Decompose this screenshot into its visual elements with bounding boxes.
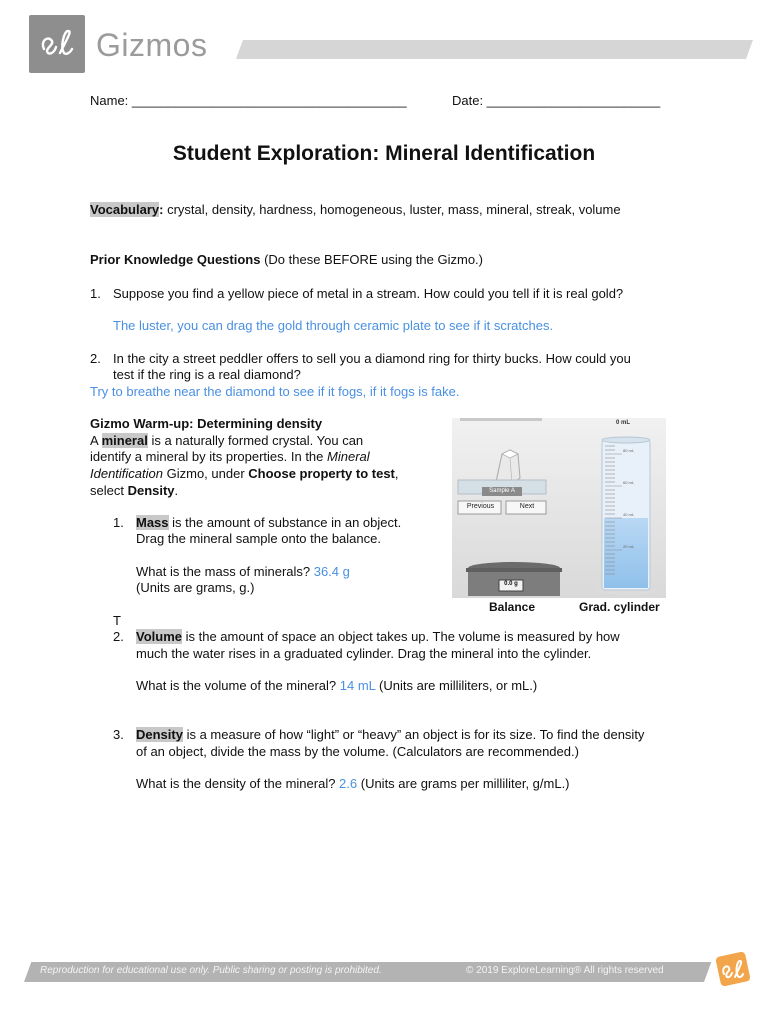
gizmo-simulation-image xyxy=(452,418,666,598)
cylinder-mark-20: 20 mL xyxy=(623,544,635,549)
name-field: Name: ______________________________________ xyxy=(90,93,407,108)
cylinder-mark-60: 60 mL xyxy=(623,480,635,485)
question-2-answer: Try to breathe near the diamond to see if it fogs, if it fogs is fake. xyxy=(90,384,460,399)
footer-copyright: © 2019 ExploreLearning® All rights reserved xyxy=(466,965,664,976)
mass-term: Mass xyxy=(136,515,169,530)
previous-button: Previous xyxy=(466,503,495,510)
footer-logo xyxy=(712,948,754,993)
header-bar xyxy=(236,40,753,59)
density-term: Density xyxy=(136,727,183,742)
mass-question xyxy=(136,564,350,579)
question-1-text: Suppose you find a yellow piece of metal in a stream. How could you tell if it is real gold? xyxy=(113,286,624,301)
mass-definition: is the amount of substance in an object. xyxy=(168,515,402,530)
warmup-gizmo-name-b: Identification xyxy=(90,466,163,481)
volume-answer: 14 mL xyxy=(339,678,376,693)
warmup-line-4 xyxy=(90,483,178,498)
sample-label: Sample A xyxy=(489,488,515,494)
el-orange-logo-icon xyxy=(712,948,754,990)
date-field: Date: ________________________ xyxy=(452,93,661,108)
warmup-period: . xyxy=(174,483,179,498)
footer-left-text: Reproduction for educational use only. Public sharing or posting is prohibited. xyxy=(40,965,382,976)
next-button: Next xyxy=(519,503,535,510)
warmup-comma: , xyxy=(394,466,399,481)
warmup-density-word: Density xyxy=(127,483,175,498)
question-1-answer: The luster, you can drag the gold through ceramic plate to see if it scratches. xyxy=(113,318,554,333)
vocabulary-label: Vocabulary xyxy=(90,202,160,217)
prior-heading: Prior Knowledge Questions xyxy=(90,252,261,267)
density-number: 3. xyxy=(113,727,124,742)
density-question xyxy=(136,776,570,791)
density-line-1 xyxy=(136,727,644,742)
caption-balance: Balance xyxy=(489,600,536,614)
cylinder-water xyxy=(604,518,648,588)
mass-line-2: Drag the mineral sample onto the balance. xyxy=(136,531,381,546)
mass-line-1 xyxy=(136,515,401,530)
warmup-gizmo-name-a: Mineral xyxy=(327,449,370,464)
balance-readout: 0.0 g xyxy=(504,581,518,587)
mass-question-text: What is the mass of minerals? xyxy=(136,564,314,579)
warmup-text-e: select xyxy=(90,483,128,498)
density-definition: is a measure of how “light” or “heavy” an object is for its size. To find the density xyxy=(182,727,645,742)
vocabulary-terms: crystal, density, hardness, homogeneous, luster, mass, mineral, streak, volume xyxy=(163,202,621,217)
stray-letter: T xyxy=(113,613,121,628)
volume-question xyxy=(136,678,537,693)
prior-note: (Do these BEFORE using the Gizmo.) xyxy=(260,252,483,267)
page-title: Student Exploration: Mineral Identification xyxy=(172,142,596,165)
cylinder-mark-40: 40 mL xyxy=(623,512,635,517)
volume-line-2: much the water rises in a graduated cylinder. Drag the mineral into the cylinder. xyxy=(136,646,592,661)
warmup-choose-property: Choose property to test xyxy=(248,466,395,481)
question-1-number: 1. xyxy=(90,286,101,301)
mass-number: 1. xyxy=(113,515,124,530)
density-question-text: What is the density of the mineral? xyxy=(136,776,340,791)
question-2-line-2: test if the ring is a real diamond? xyxy=(113,367,301,382)
volume-number: 2. xyxy=(113,629,124,644)
cylinder-mark-80: 80 mL xyxy=(623,448,635,453)
mass-units: (Units are grams, g.) xyxy=(136,580,255,595)
explorelearning-logo xyxy=(29,15,85,73)
vocabulary-colon: : xyxy=(159,202,164,217)
volume-term: Volume xyxy=(136,629,182,644)
mineral-term: mineral xyxy=(101,433,148,448)
question-2-line-1: In the city a street peddler offers to sell you a diamond ring for thirty bucks. How could you xyxy=(113,351,631,366)
mass-answer: 36.4 g xyxy=(313,564,350,579)
brand-name: Gizmos xyxy=(96,27,208,63)
warmup-line-3 xyxy=(90,466,399,481)
vocabulary-line xyxy=(90,202,621,217)
warmup-text-d: Gizmo, under xyxy=(163,466,249,481)
question-2-number: 2. xyxy=(90,351,101,366)
volume-line-1 xyxy=(136,629,620,644)
warmup-line-1 xyxy=(90,433,363,448)
prior-knowledge-heading xyxy=(90,252,483,267)
warmup-heading: Gizmo Warm-up: Determining density xyxy=(90,416,323,431)
density-line-2: of an object, divide the mass by the volume. (Calculators are recommended.) xyxy=(136,744,579,759)
cylinder-top-label: 0 mL xyxy=(616,420,631,426)
volume-definition: is the amount of space an object takes up. The volume is measured by how xyxy=(182,629,620,644)
warmup-line-2 xyxy=(90,449,370,464)
el-logo-icon xyxy=(38,27,76,61)
volume-question-text: What is the volume of the mineral? xyxy=(136,678,340,693)
warmup-text-a: A xyxy=(90,433,102,448)
warmup-text-c: identify a mineral by its properties. In the xyxy=(90,449,328,464)
warmup-text-b: is a naturally formed crystal. You can xyxy=(147,433,364,448)
density-answer: 2.6 xyxy=(339,776,358,791)
density-units: (Units are grams per milliliter, g/mL.) xyxy=(357,776,570,791)
caption-cylinder: Grad. cylinder xyxy=(579,600,660,614)
volume-units: (Units are milliliters, or mL.) xyxy=(375,678,538,693)
